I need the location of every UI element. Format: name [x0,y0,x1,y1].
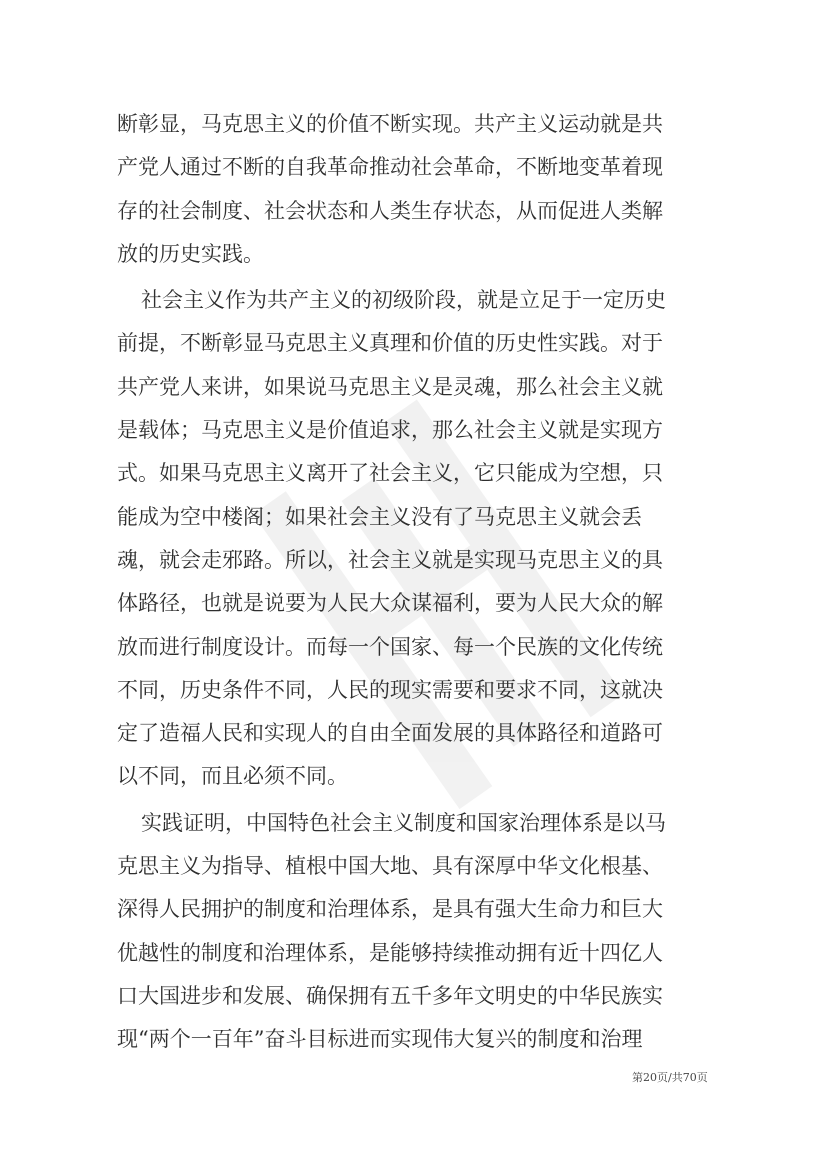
text-line: 深得人民拥护的制度和治理体系，是具有强大生命力和巨大 [117,897,663,922]
text-line: 社会主义作为共产主义的初级阶段，就是立足于一定历史 [141,288,666,313]
text-line: 实践证明，中国特色社会主义制度和国家治理体系是以马 [141,810,666,835]
text-line: 断彰显，马克思主义的价值不断实现。共产主义运动就是共 [117,112,663,136]
page-number: 第20页/共70页 [632,1071,708,1084]
text-line: 能成为空中楼阁；如果社会主义没有了马克思主义就会丢 [117,504,642,529]
text-line: 产党人通过不断的自我革命推动社会革命，不断地变革着现 [117,155,663,180]
text-line: 优越性的制度和治理体系，是能够持续推动拥有近十四亿人 [117,940,663,965]
text-line: 克思主义为指导、植根中国大地、具有深厚中华文化根基、 [117,854,663,879]
text-line: 放的历史实践。 [117,241,264,266]
text-line: 口大国进步和发展、确保拥有五千多年文明史的中华民族实 [117,983,663,1008]
text-line: 以不同，而且必须不同。 [117,764,348,789]
text-line: 不同，历史条件不同，人民的现实需要和要求不同，这就决 [117,677,663,702]
text-line: 魂，就会走邪路。所以，社会主义就是实现马克思主义的具 [117,547,663,572]
paragraph [117,279,666,799]
text-line: 现“两个一百年”奋斗目标进而实现伟大复兴的制度和治理 [117,1027,643,1052]
text-line: 体路径，也就是说要为人民大众谋福利，要为人民大众的解 [117,591,663,616]
text-line: 式。如果马克思主义离开了社会主义，它只能成为空想，只 [117,461,663,486]
document-body [117,103,666,1062]
paragraph [117,802,666,1062]
paragraph [117,103,663,276]
text-line: 前提，不断彰显马克思主义真理和价值的历史性实践。对于 [117,331,663,356]
text-line: 是载体；马克思主义是价值追求，那么社会主义就是实现方 [117,418,663,443]
text-line: 定了造福人民和实现人的自由全面发展的具体路径和道路可 [117,721,663,746]
text-line: 共产党人来讲，如果说马克思主义是灵魂，那么社会主义就 [117,374,663,399]
text-line: 存的社会制度、社会状态和人类生存状态，从而促进人类解 [117,198,663,223]
text-line: 放而进行制度设计。而每一个国家、每一个民族的文化传统 [117,634,663,659]
